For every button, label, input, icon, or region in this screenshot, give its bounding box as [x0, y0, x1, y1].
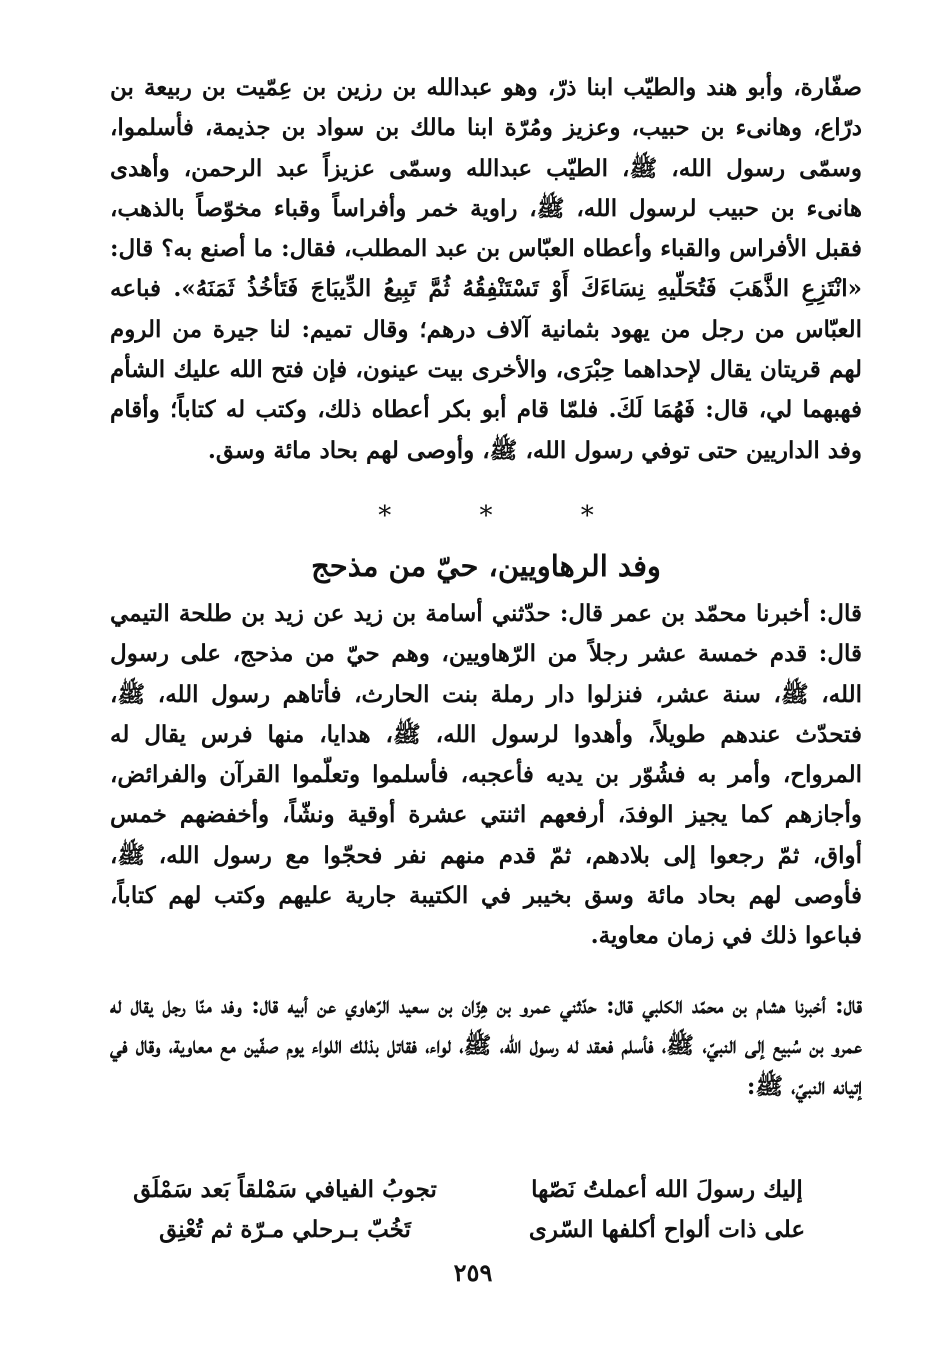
- page-number: ٢٥٩: [453, 1258, 493, 1287]
- poem: [110, 1170, 862, 1250]
- page-body: [110, 68, 862, 1250]
- paragraph-intro: صفّارة، وأبو هند والطيّب ابنا ذرّ، وهو عبدالله بن رزين بن عِمّيت بن ربيعة بن درّاع، وهانىء بن حبيب، وعزيز ومُرّة ابنا مالك بن سواد بن جذيمة، فأسلموا، وسمّى رسول الله، ﷺ، الطيّب عبدالله وسمّى عزيزاً عبد الرحمن، وأهدى هانىء بن حبيب لرسول الله، ﷺ، راوية خمر وأفراساً وقباء مخوّصاً بالذهب، فقبل الأفراس والقباء وأعطاه العبّاس بن عبد المطلب، فقال: ما أصنع به؟ قال: «انْتَزِعِ الذَّهَبَ فَتُحَلّيهِ نِسَاءَكَ أَوْ تَسْتَنْفِقُهُ ثُمَّ تَبِيعُ الدِّيبَاجَ فَتَأخُذُ ثَمَنَهُ». فباعه العبّاس من رجل من يهود بثمانية آلاف درهم؛ وقال تميم: لنا جيرة من الروم لهم قريتان يقال لإحداهما حِبْرَى، والأخرى بيت عينون، فإن فتح الله عليك الشأم فهبهما لي، قال: فَهُمَا لَكَ. فلمّا قام أبو بكر أعطاه ذلك، وكتب له كتاباً؛ وأقام وفد الداريين حتى توفي رسول الله، ﷺ، وأوصى لهم بحاد مائة وسق.: [110, 74, 862, 464]
- verse-second-hemistich: تجوبُ الفيافي سَمْلقاً بَعد سَمْلَق: [133, 1176, 437, 1203]
- section-heading: وفد الرهاويين، حيّ من مذحج: [311, 549, 661, 583]
- verse-second-hemistich: تَخُبّ بـرحلي مـرّة ثم تُعْنِق: [159, 1216, 411, 1243]
- section-separator: * * *: [378, 501, 634, 531]
- verse-first-hemistich: إليك رسولَ الله أعملتُ نَصّها: [531, 1176, 803, 1203]
- poem-verse: [110, 1210, 862, 1250]
- paragraph-rahawiyin-2: قال: أخبرنا هشام بن محمّد الكلبي قال: حدّثني عمرو بن هِزّان بن سعيد الرّهاوي عن أبيه قال: وفد منّا رجل يقال له عمرو بن سُبيع إلى النبيّ، ﷺ، فأسلم فعقد له رسول الله، ﷺ، لواء، فقاتل بذلك اللواء يوم صفّين مع معاوية، وقال في إتيانه النبيّ، ﷺ:: [110, 992, 862, 1100]
- poem-verse: [110, 1170, 862, 1210]
- verse-first-hemistich: على ذات ألواح أكلفها السّرى: [528, 1216, 806, 1243]
- paragraph-rahawiyin-1: قال: أخبرنا محمّد بن عمر قال: حدّثني أسامة بن زيد عن زيد بن طلحة التيمي قال: قدم خمسة عشر رجلاً من الرّهاويين، وهم حيّ من مذحج، على رسول الله، ﷺ، سنة عشر، فنزلوا دار رملة بنت الحارث، فأتاهم رسول الله، ﷺ، فتحدّث عندهم طويلاً، وأهدوا لرسول الله، ﷺ، هدايا، منها فرس يقال له المرواح، وأمر به فشُوّر بن يديه فأعجبه، فأسلموا وتعلّموا القرآن والفرائض، وأجازهم كما يجيز الوفدَ، أرفعهم اثنتي عشرة أوقية ونشّاً، وأخفضهم خمس أواق، ثمّ رجعوا إلى بلادهم، ثمّ قدم منهم نفر فحجّوا مع رسول الله، ﷺ، فأوصى لهم بحاد مائة وسق بخيبر في الكتيبة جارية عليهم وكتب لهم كتاباً، فباعوا ذلك في زمان معاوية.: [110, 600, 862, 950]
